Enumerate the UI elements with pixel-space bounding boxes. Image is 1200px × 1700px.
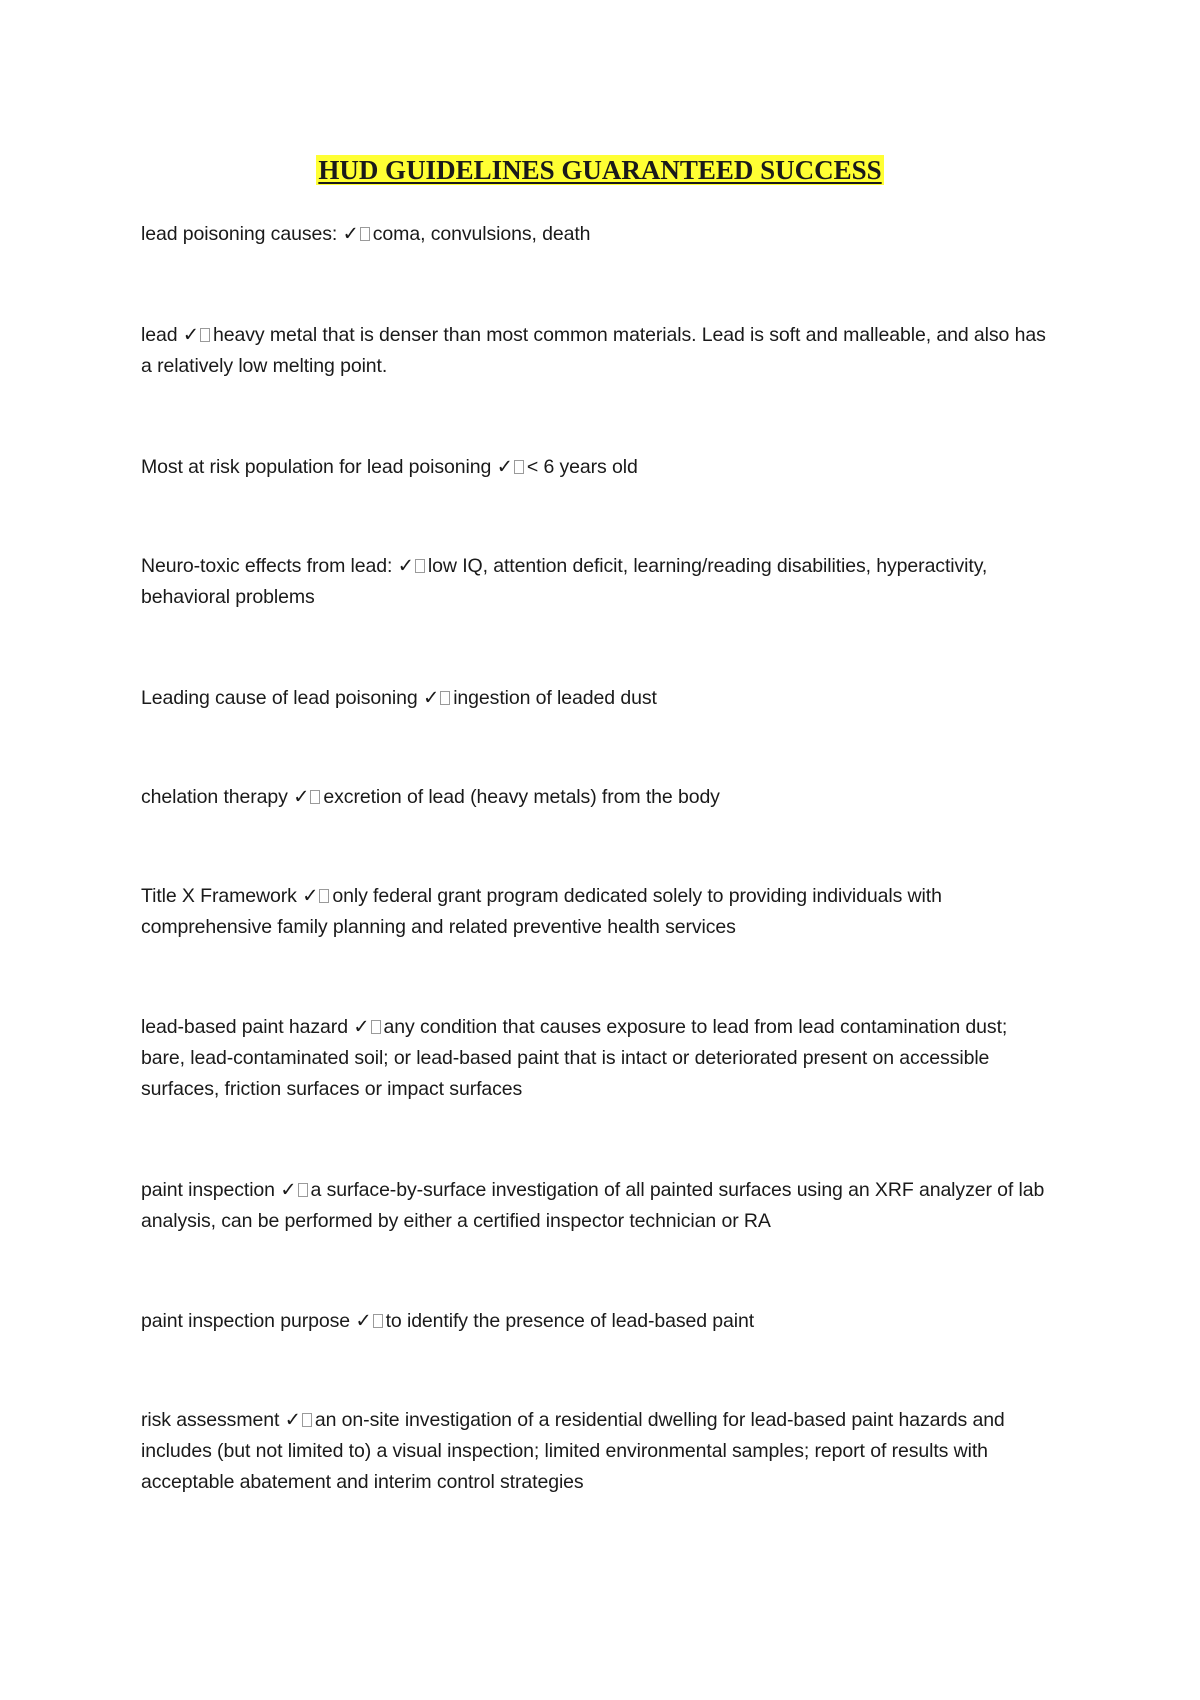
entry-definition: any condition that causes exposure to lead from lead contamination dust; bare, lead-contaminated soil; or lead-based paint that is intact or deteriorated present on accessible surfaces, friction surfaces or impact surfaces [141,1016,1008,1100]
check-mark-icon: ✓ [397,555,414,577]
box-glyph-icon [371,1020,381,1034]
document-title [0,152,1200,188]
check-mark-icon: ✓ [182,324,200,346]
entry-title-x-framework [141,881,1051,943]
entry-paint-inspection [141,1175,1051,1237]
check-mark-icon: ✓ [293,786,310,808]
entry-term: lead-based paint hazard [141,1016,348,1038]
entry-term: Title X Framework [141,885,297,907]
check-mark-icon: ✓ [422,687,440,709]
box-glyph-icon [360,227,370,241]
entry-term: chelation therapy [141,786,288,808]
entry-definition: coma, convulsions, death [372,223,591,245]
box-glyph-icon [302,1413,312,1427]
entry-definition: low IQ, attention deficit, learning/reading disabilities, hyperactivity, behavioral problems [141,555,988,608]
document-title-text: HUD GUIDELINES GUARANTEED SUCCESS [318,155,882,185]
entry-definition: an on-site investigation of a residential dwelling for lead-based paint hazards and includes (but not limited to) a visual inspection; limited environmental samples; report of results with acceptable abatement and interim control strategies [141,1409,1005,1493]
entry-term: Neuro-toxic effects from lead: [141,555,393,577]
check-mark-icon: ✓ [280,1179,297,1201]
check-mark-icon: ✓ [284,1409,301,1431]
entry-definition: only federal grant program dedicated solely to providing individuals with comprehensive family planning and related preventive health services [141,885,942,938]
entry-definition: ingestion of leaded dust [453,687,657,709]
entry-term: paint inspection purpose [141,1310,350,1332]
box-glyph-icon [319,889,329,903]
entry-term: risk assessment [141,1409,280,1431]
entry-term: paint inspection [141,1179,275,1201]
check-mark-icon: ✓ [355,1310,372,1332]
entry-lead-poisoning-causes [141,219,1051,250]
entry-definition: < 6 years old [526,456,638,478]
box-glyph-icon [200,328,210,342]
entry-term: Most at risk population for lead poisoning [141,456,492,478]
entry-lead [141,320,1051,382]
entry-term: lead poisoning causes: [141,223,338,245]
entry-definition: to identify the presence of lead-based paint [385,1310,755,1332]
entry-term: Leading cause of lead poisoning [141,687,418,709]
entry-neuro-toxic-effects [141,551,1051,613]
box-glyph-icon [514,460,524,474]
box-glyph-icon [373,1314,383,1328]
entry-leading-cause [141,683,1051,714]
entry-term: lead [141,324,178,346]
check-mark-icon: ✓ [302,885,319,907]
box-glyph-icon [415,559,425,573]
check-mark-icon: ✓ [496,456,513,478]
entry-chelation-therapy [141,782,1051,813]
entry-lead-based-paint-hazard [141,1012,1051,1105]
check-mark-icon: ✓ [353,1016,370,1038]
box-glyph-icon [298,1183,308,1197]
entry-definition: a surface-by-surface investigation of all painted surfaces using an XRF analyzer of lab analysis, can be performed by either a certified inspector technician or RA [141,1179,1045,1232]
check-mark-icon: ✓ [342,223,359,245]
entry-most-at-risk [141,452,1051,483]
box-glyph-icon [310,790,320,804]
entry-definition: excretion of lead (heavy metals) from the body [323,786,720,808]
entry-risk-assessment [141,1405,1051,1498]
entry-paint-inspection-purpose [141,1306,1051,1337]
entry-definition: heavy metal that is denser than most common materials. Lead is soft and malleable, and also has a relatively low melting point. [141,324,1046,377]
box-glyph-icon [440,691,450,705]
